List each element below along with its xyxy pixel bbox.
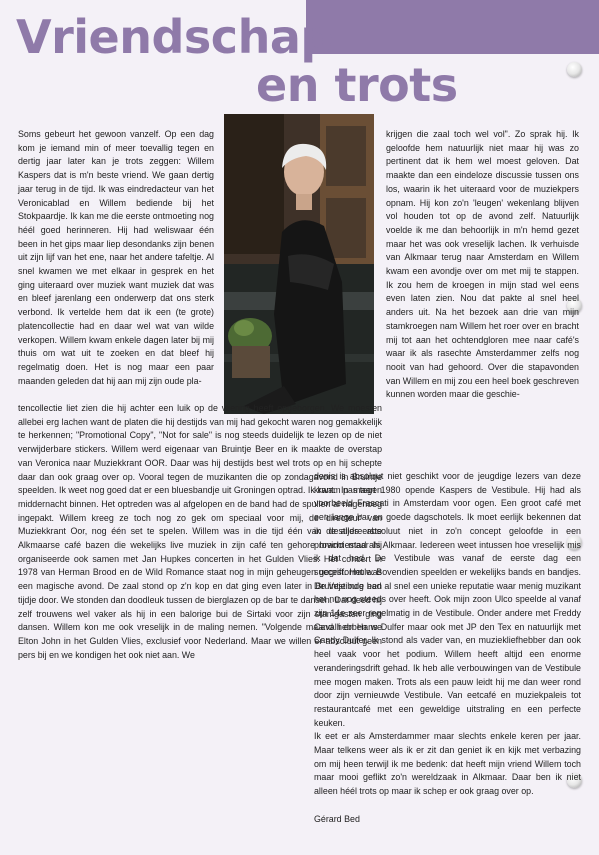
article-text: tencollectie liet zien die hij achter een luik op de vliering heeft opgeborgen. We moesten allebei erg lachen want de platen die hij destijds van mij had gekocht waren nog gemakkelijk te herkennen; "Promotional Copy", "Not for sale" is nog steeds duidelijk te lezen op de niet verwijderbare stickers. Willem werd eigenaar van Bruintje Beer en ik maakte de overstap van Veronica naar Muziekkrant OOR. Daar was hij destijds best wel trots op en hij schepte daar dan ook graag over op. Vooral tegen de muzikanten die op zondagavond in Bruintje speelden. Ik weet nog goed dat er een bluesbandje uit Groningen optrad. Ik kwam pas tegen middernacht binnen. Het optreden was al afgelopen en de band had de spullen al nagenoeg ingepakt. Willem kreeg ze toch nog zo gek om speciaal voor mij, de 'directeur' van Muziekkrant Oor, nog één set te spelen. Willem was in die tijd één van de allereerste Alkmaarse café bazen die wekelijks live muziek in zijn café ten gehore bracht maar hij organiseerde ook samen met Jan Hupkes concerten in het Gulden Vlies. Het concert in 1978 van Herman Brood en de Wild Romance staat nog in mijn geheugen gegrift. Het was een magische avond. De zaal stond op z'n kop en dat ging even later in Bruintje nog een tijdje door. We stonden dan doodleuk tussen de bierglazen op de bar te dansen. Dat deed hij zelf trouwens wel vaker als hij in een balorige bui de Sirtaki voor zijn stamgasten ging dansen. Willem kon me ook vreselijk in de maling nemen. "Volgende maand hebben we Elton John in het Gulden Vlies, exclusief voor Nederland. Maar we willen er absoluut geen pers bij en we kondigen het ook niet aan. We <box>18 403 382 660</box>
article-column-left-top <box>18 128 214 388</box>
article-text: denis is absoluut niet geschikt voor de jeugdige lezers van deze krant. In maart 1980 opende Kaspers de Vestibule. Hij had als voorbeeld Frascati in Amsterdam voor ogen. Een groot café met een lange bar en goede dagschotels. Ik moet eerlijk bekennen dat ik destijds absoluut niet in zo'n concept geloofde in een provinciestad als Alkmaar. Iedereen weet intussen hoe vreselijk mis ik dat had. De Vestibule was vanaf de eerste dag een succesformule. Bovendien speelden er wekelijks bands en bandjes. De Vestibule had al snel een unieke reputatie waar menig muzikant het nu nog steeds over heeft. Ook mijn zoon Ulco speelde al vanaf zijn 14e zeer regelmatig in de Vestibule. Onder andere met Freddy Cavalli en Hans Dulfer maar ook met JP den Tex en natuurlijk met Candy Dulfer. Ik stond als vader van, en muziekliefhebber dan ook heel vaak voor het podium. Willem heeft altijd een enorme veranderingsdrift gehad. Ik heb alle verbouwingen van de Vestibule mee mogen maken. Trots als een pauw leidt hij me dan weer rond door zijn vernieuwde Vestibule. Van eetcafé en muziekpaleis tot restaurantcafé met een geweldige uitstraling en een perfecte keuken. <box>314 471 581 728</box>
article-text: Soms gebeurt het gewoon vanzelf. Op een dag kom je iemand min of meer toevallig tegen en dertig jaar later kan je trots zeggen: Willem Kaspers dat is m'n beste vriend. We gaan dertig jaar terug in de tijd. Ik was eindredacteur van het Veronicablad en Willem bediende bij het Stokpaardje. Ik kan me die eerste ontmoeting nog héél goed herinneren. Hij had weliswaar één been in het gips maar liep desondanks zijn benen uit zijn lijf van het ene, naar het andere tafeltje. Al snel kwamen we met elkaar in gesprek en het ging uiteraard over muziek want muziek dat was en bleef jarenlang een onderwerp dat ons sterk verbond. Ik vertelde hem dat ik een (te grote) platencollectie had en daar wel wat van wilde verkopen. Willem kwam enkele dagen later bij mij thuis om wat uit te zoeken en dat bleef hij regelmatig doen. Het is nog maar een paar maanden geleden dat hij aan mij zijn oude pla- <box>18 129 214 386</box>
title-line-1: Vriendschap <box>16 10 333 64</box>
article-column-right-bottom <box>314 470 581 827</box>
article-text: Ik eet er als Amsterdammer maar slechts enkele keren per jaar. Maar telkens weer als ik er zit dan geniet ik en kijk met verbazing om mij heen terwijl ik me bedenk: dat heeft mijn vriend Willem toch maar mooi geflikt zo'n wereldzaak in Alkmaar. Daar ben ik niet alleen héél trots op maar ik schep er ook graag over op. <box>314 731 581 797</box>
title-line-2: en trots <box>256 58 458 112</box>
article-text: krijgen die zaal toch wel vol". Zo sprak hij. Ik geloofde hem natuurlijk niet maar hij was zo pertinent dat ik hem wel moest geloven. Dat maakte dan een eindeloze discussie tussen ons los, waarin ik het uiteraard voor de muziekpers opnam. Hij kon zo'n 'leugen' wekenlang blijven vol houden tot op de avond zelf. Natuurlijk voelde ik me dan behoorlijk in m'n hemd gezet maar het was ook vreselijk lachen. Ik verhuisde van Alkmaar terug naar Amsterdam en Willem kwam een avondje over om met mij te stappen. Ik zou hem de kroegen in mijn stad wel eens even laten zien. Nou dat pakte al snel heel anders uit. Na het bezoek aan drie van mijn stamkroegen nam Willem het roer over en bracht mij tot aan het ochtendgloren mee naar café's waar ik als rasechte Amsterdammer zelfs nog nooit van had gehoord. Over die stapavonden van Willem en mij zou een heel boek geschreven kunnen worden maar die geschie- <box>386 129 579 400</box>
binder-hole-icon <box>567 62 582 77</box>
article-column-right-top <box>386 128 579 402</box>
portrait-photo <box>224 114 374 414</box>
author-signature: Gérard Bed <box>314 813 360 824</box>
header-color-bar <box>306 0 599 54</box>
portrait-illustration <box>224 114 374 414</box>
